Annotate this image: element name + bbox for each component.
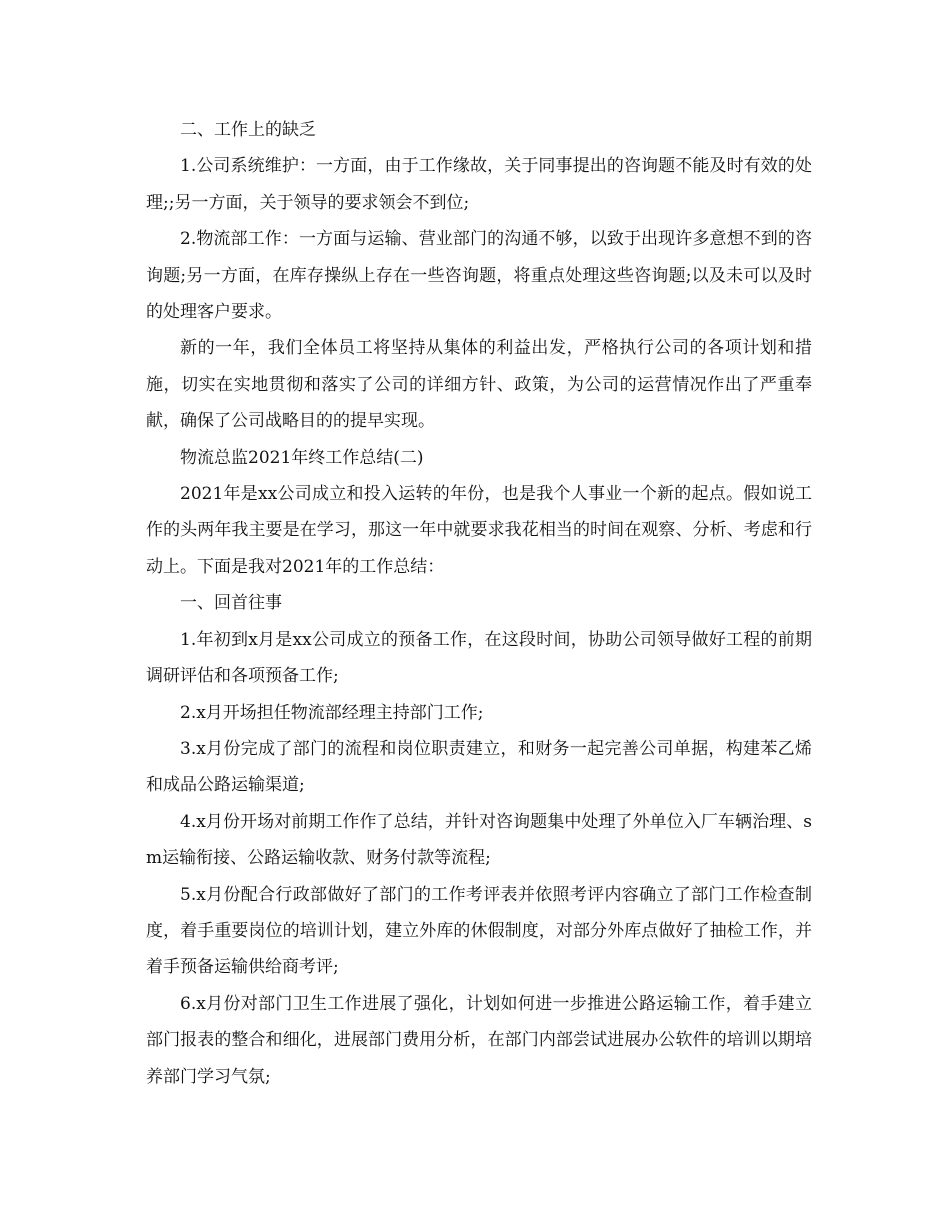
paragraph-system-maintenance: 1.公司系统维护：一方面，由于工作缘故，关于同事提出的咨询题不能及时有效的处理;;另一方面，关于领导的要求领会不到位; [146,156,812,213]
list-item: 6.x月份对部门卫生工作进展了强化，计划如何进一步推进公路运输工作，着手建立部门报表的整合和细化，进展部门费用分析，在部门内部尝试进展办公软件的培训以期培养部门学习气氛; [146,993,812,1087]
paragraph-logistics-work: 2.物流部工作：一方面与运输、营业部门的沟通不够，以致于出现许多意想不到的咨询题;另一方面，在库存操纵上存在一些咨询题，将重点处理这些咨询题;以及未可以及时的处理客户要求。 [146,229,812,323]
paragraph-new-year: 新的一年，我们全体员工将坚持从集体的利益出发，严格执行公司的各项计划和措施，切实在实地贯彻和落实了公司的详细方针、政策，为公司的运营情况作出了严重奉献，确保了公司战略目的的提早实现。 [146,338,812,432]
section-heading-shortcomings: 二、工作上的缺乏 [180,120,316,140]
list-item: 3.x月份完成了部门的流程和岗位职责建立，和财务一起完善公司单据，构建苯乙烯和成品公路运输渠道; [146,738,812,796]
list-item: 4.x月份开场对前期工作作了总结，并针对咨询题集中处理了外单位入厂车辆治理、sm运输衔接、公路运输收款、财务付款等流程; [146,811,812,869]
document-subtitle: 物流总监2021年终工作总结(二) [180,447,424,468]
list-item: 5.x月份配合行政部做好了部门的工作考评表并依照考评内容确立了部门工作检查制度，着手重要岗位的培训计划，建立外库的休假制度，对部分外库点做好了抽检工作，并着手预备运输供给商考评; [146,884,812,978]
list-item: 2.x月开场担任物流部经理主持部门工作; [180,702,484,723]
list-item: 1.年初到x月是xx公司成立的预备工作，在这段时间，协助公司领导做好工程的前期调研评估和各项预备工作; [146,629,812,687]
document-body [146,112,812,1095]
paragraph-intro-2021: 2021年是xx公司成立和投入运转的年份，也是我个人事业一个新的起点。假如说工作的头两年我主要是在学习，那这一年中就要求我花相当的时间在观察、分析、考虑和行动上。下面是我对2021年的工作总结： [146,484,812,577]
section-heading-review: 一、回首往事 [180,593,282,614]
